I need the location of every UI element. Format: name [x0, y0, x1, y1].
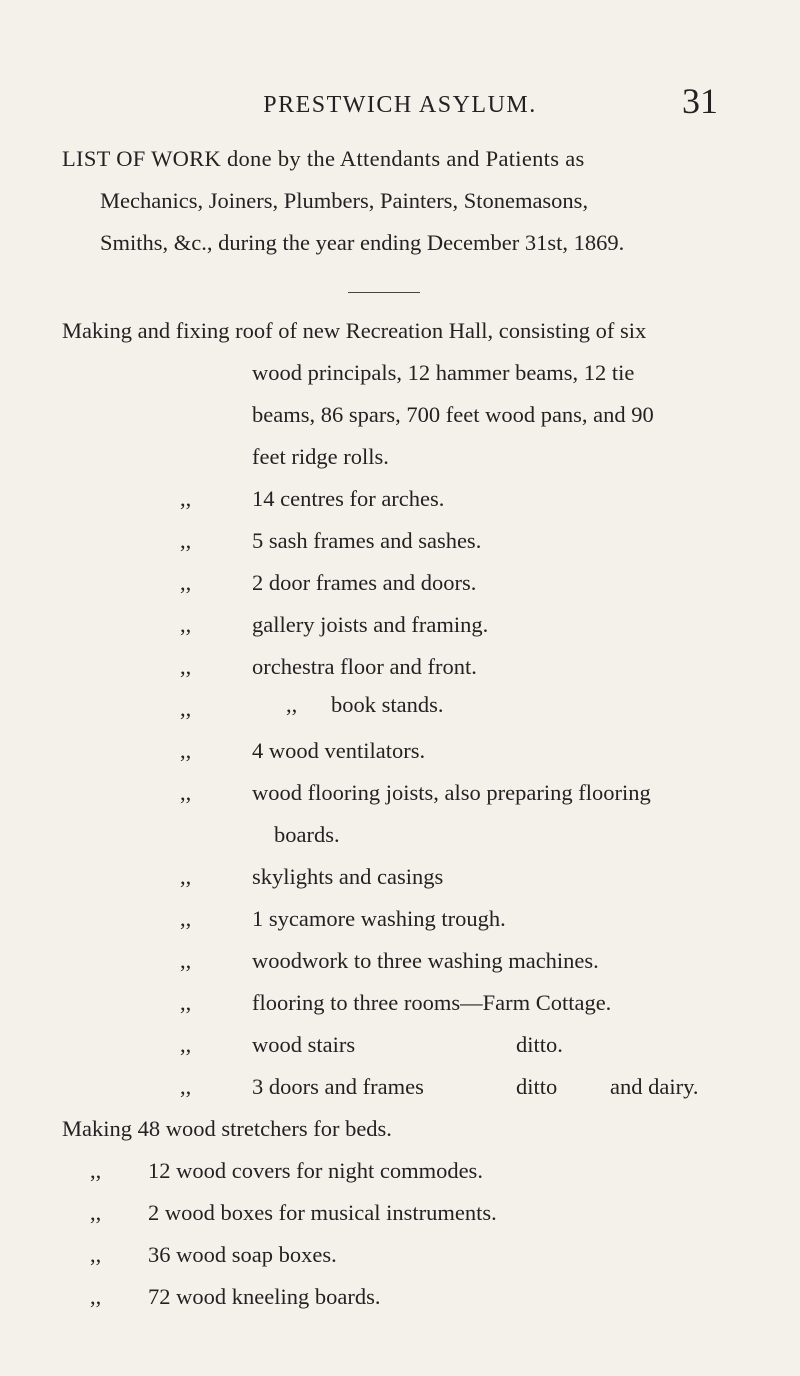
entry-lead: Making 48 wood stretchers for beds. [62, 1116, 392, 1141]
ditto-mark: ,, [180, 990, 192, 1015]
list-item-continuation: boards. [274, 822, 340, 847]
ditto-mark: ,, [90, 1200, 102, 1225]
ditto-mark: ,, [180, 864, 192, 889]
ditto-mark: ,, [90, 1242, 102, 1267]
list-item: ,, book stands. [286, 692, 444, 717]
ditto-mark: ,, [180, 948, 192, 973]
intro-line-2: Mechanics, Joiners, Plumbers, Painters, Stonemasons, [100, 188, 589, 213]
list-item: 36 wood soap boxes. [148, 1242, 337, 1267]
list-item: 3 doors and frames [252, 1074, 424, 1099]
list-item: 5 sash frames and sashes. [252, 528, 482, 553]
list-item: orchestra floor and front. [252, 654, 477, 679]
list-item: wood stairs [252, 1032, 356, 1057]
ditto-mark: ,, [180, 738, 192, 763]
ditto-label: ditto. [516, 1032, 563, 1057]
list-item: 12 wood covers for night commodes. [148, 1158, 483, 1183]
list-item: 4 wood ventilators. [252, 738, 426, 763]
running-header: PRESTWICH ASYLUM. [263, 92, 537, 118]
intro-line-3: Smiths, &c., during the year ending December 31st, 1869. [100, 230, 625, 255]
entry-line: beams, 86 spars, 700 feet wood pans, and 90 [252, 402, 654, 427]
ditto-mark: ,, [180, 570, 192, 595]
page-number: 31 [682, 81, 718, 121]
ditto-mark: ,, [180, 528, 192, 553]
ditto-mark: ,, [180, 906, 192, 931]
section-divider [348, 292, 420, 293]
ditto-mark: ,, [180, 780, 192, 805]
intro-line-1: LIST OF WORK done by the Attendants and Patients as [62, 146, 585, 171]
entry-line: wood principals, 12 hammer beams, 12 tie [252, 360, 635, 385]
list-item: skylights and casings [252, 864, 444, 889]
ditto-mark: ,, [90, 1158, 102, 1183]
list-item: 14 centres for arches. [252, 486, 445, 511]
list-item: woodwork to three washing machines. [252, 948, 599, 973]
list-item: 1 sycamore washing trough. [252, 906, 506, 931]
ditto-label: ditto [516, 1074, 558, 1099]
list-item: gallery joists and framing. [252, 612, 489, 637]
list-item: 72 wood kneeling boards. [148, 1284, 381, 1309]
ditto-mark: ,, [180, 654, 192, 679]
entry-line: feet ridge rolls. [252, 444, 389, 469]
list-item: wood flooring joists, also preparing flooring [252, 780, 651, 805]
list-item: 2 door frames and doors. [252, 570, 477, 595]
list-item: flooring to three rooms—Farm Cottage. [252, 990, 612, 1015]
ditto-mark: ,, [90, 1284, 102, 1309]
ditto-mark: ,, [180, 696, 192, 721]
list-item: 2 wood boxes for musical instruments. [148, 1200, 497, 1225]
dairy-label: and dairy. [610, 1074, 699, 1099]
entry-lead: Making and fixing roof of new Recreation Hall, consisting of six [62, 318, 647, 343]
ditto-mark: ,, [180, 612, 192, 637]
ditto-mark: ,, [180, 1074, 192, 1099]
ditto-mark: ,, [180, 486, 192, 511]
ditto-mark: ,, [180, 1032, 192, 1057]
